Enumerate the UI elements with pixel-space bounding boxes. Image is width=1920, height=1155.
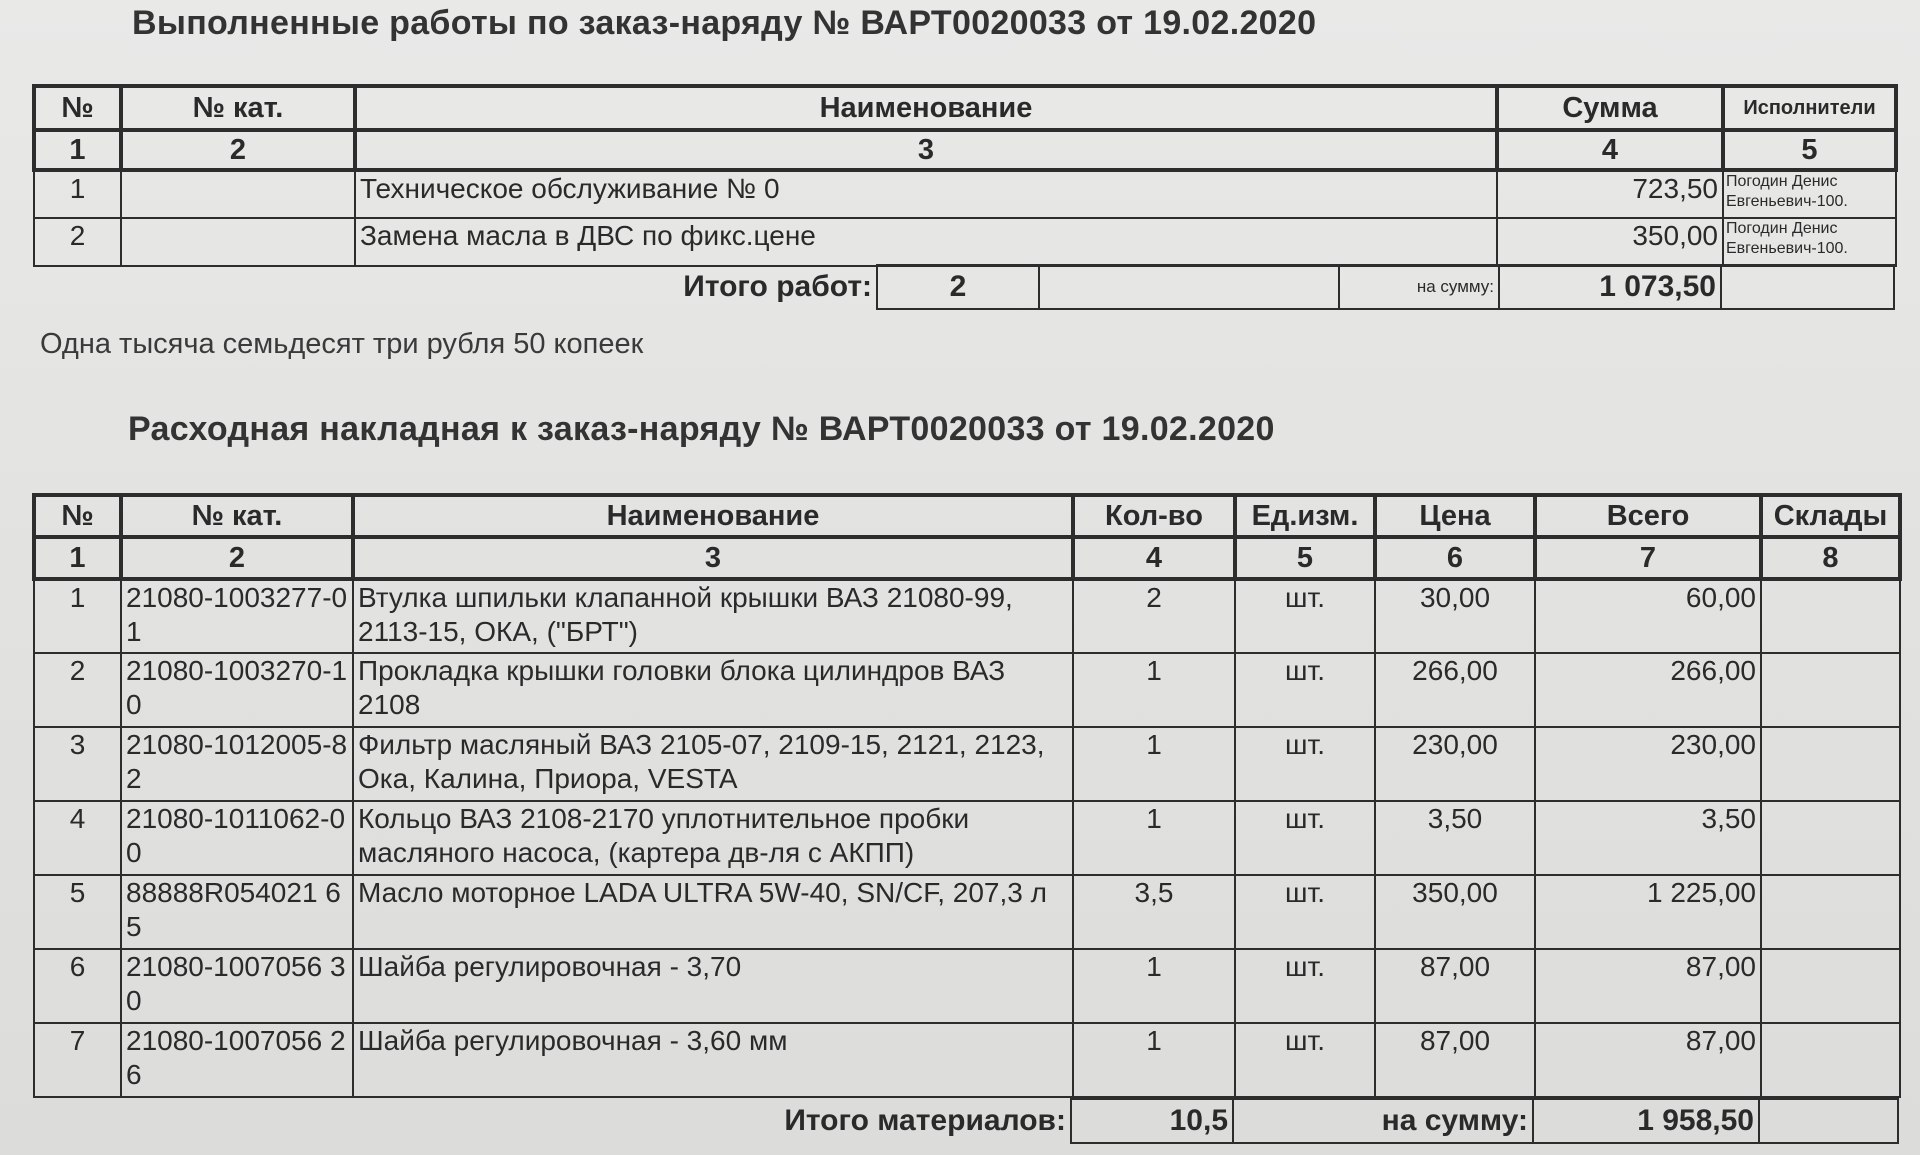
row-name: Шайба регулировочная - 3,60 мм: [353, 1023, 1073, 1097]
works-header-sum: Сумма: [1497, 86, 1723, 130]
works-total-exec-empty: [1721, 265, 1894, 309]
row-unit: шт.: [1235, 727, 1375, 801]
row-name: Фильтр масляный ВАЗ 2105-07, 2109-15, 2121, 2123, Ока, Калина, Приора, VESTA: [353, 727, 1073, 801]
row-cat: 88888R054021 65: [121, 875, 353, 949]
works-header-no: №: [34, 86, 121, 130]
row-total: 60,00: [1535, 579, 1761, 653]
works-colnum: 4: [1497, 130, 1723, 170]
row-price: 87,00: [1375, 949, 1535, 1023]
materials-total-sum: 1 958,50: [1533, 1099, 1759, 1143]
row-number: 4: [34, 801, 121, 875]
row-unit: шт.: [1235, 1023, 1375, 1097]
row-unit: шт.: [1235, 653, 1375, 727]
table-row: [34, 579, 1900, 653]
row-qty: 3,5: [1073, 875, 1235, 949]
materials-header-qty: Кол-во: [1073, 495, 1235, 537]
row-unit: шт.: [1235, 949, 1375, 1023]
row-cat: 21080-1003277-01: [121, 579, 353, 653]
works-total-label: Итого работ:: [32, 265, 877, 309]
materials-colnum: 1: [34, 537, 121, 579]
materials-colnum: 3: [353, 537, 1073, 579]
works-sum-label: на сумму:: [1339, 265, 1499, 309]
row-qty: 2: [1073, 579, 1235, 653]
row-total: 87,00: [1535, 949, 1761, 1023]
table-row: [34, 1023, 1900, 1097]
materials-header-unit: Ед.изм.: [1235, 495, 1375, 537]
row-price: 30,00: [1375, 579, 1535, 653]
materials-total-qty: 10,5: [1071, 1099, 1233, 1143]
materials-header-store: Склады: [1761, 495, 1900, 537]
row-sum: 723,50: [1497, 170, 1723, 218]
works-total-empty: [1039, 265, 1339, 309]
works-header-name: Наименование: [355, 86, 1497, 130]
row-executor: Погодин Денис Евгеньевич-100.: [1723, 170, 1896, 218]
row-cat: 21080-1007056 30: [121, 949, 353, 1023]
row-qty: 1: [1073, 1023, 1235, 1097]
row-cat: 21080-1003270-10: [121, 653, 353, 727]
table-row: [34, 727, 1900, 801]
materials-total-store-empty: [1759, 1099, 1898, 1143]
materials-header-no: №: [34, 495, 121, 537]
table-row: [34, 170, 1896, 218]
row-price: 230,00: [1375, 727, 1535, 801]
row-price: 266,00: [1375, 653, 1535, 727]
row-total: 1 225,00: [1535, 875, 1761, 949]
row-name: Масло моторное LADA ULTRA 5W-40, SN/CF, 207,3 л: [353, 875, 1073, 949]
row-store: [1761, 801, 1900, 875]
amount-in-words: Одна тысяча семьдесят три рубля 50 копеек: [40, 328, 644, 360]
row-executor: Погодин Денис Евгеньевич-100.: [1723, 218, 1896, 266]
row-store: [1761, 1023, 1900, 1097]
row-store: [1761, 727, 1900, 801]
materials-table: [32, 493, 1902, 1098]
materials-title: Расходная накладная к заказ-наряду № ВАРТ0020033 от 19.02.2020: [128, 410, 1275, 448]
table-row: [34, 801, 1900, 875]
row-number: 3: [34, 727, 121, 801]
row-cat: [121, 218, 355, 266]
row-number: 2: [34, 218, 121, 266]
materials-sum-label: на сумму:: [1233, 1099, 1533, 1143]
row-qty: 1: [1073, 801, 1235, 875]
table-row: [34, 949, 1900, 1023]
works-colnum: 1: [34, 130, 121, 170]
materials-header-name: Наименование: [353, 495, 1073, 537]
materials-rows: [34, 579, 1900, 1097]
row-qty: 1: [1073, 727, 1235, 801]
materials-colnum: 6: [1375, 537, 1535, 579]
materials-colnum: 2: [121, 537, 353, 579]
row-sum: 350,00: [1497, 218, 1723, 266]
works-colnum: 2: [121, 130, 355, 170]
row-cat: 21080-1011062-00: [121, 801, 353, 875]
materials-total-label: Итого материалов:: [32, 1099, 1071, 1143]
row-cat: 21080-1012005-82: [121, 727, 353, 801]
row-total: 87,00: [1535, 1023, 1761, 1097]
materials-colnum: 7: [1535, 537, 1761, 579]
works-header-exec: Исполнители: [1723, 86, 1896, 130]
works-colnum: 3: [355, 130, 1497, 170]
materials-totals: [32, 1098, 1899, 1144]
row-unit: шт.: [1235, 801, 1375, 875]
row-total: 266,00: [1535, 653, 1761, 727]
row-name: Шайба регулировочная - 3,70: [353, 949, 1073, 1023]
row-name: Кольцо ВАЗ 2108-2170 уплотнительное пробки масляного насоса, (картера дв-ля с АКПП): [353, 801, 1073, 875]
works-total-sum: 1 073,50: [1499, 265, 1721, 309]
table-row: [34, 218, 1896, 266]
row-number: 2: [34, 653, 121, 727]
row-store: [1761, 653, 1900, 727]
works-totals: [32, 264, 1895, 310]
row-store: [1761, 579, 1900, 653]
row-unit: шт.: [1235, 579, 1375, 653]
works-total-count: 2: [877, 265, 1039, 309]
row-qty: 1: [1073, 949, 1235, 1023]
works-colnum: 5: [1723, 130, 1896, 170]
row-name: Прокладка крышки головки блока цилиндров ВАЗ 2108: [353, 653, 1073, 727]
row-cat: [121, 170, 355, 218]
row-number: 6: [34, 949, 121, 1023]
table-row: [34, 875, 1900, 949]
materials-colnum: 8: [1761, 537, 1900, 579]
row-total: 3,50: [1535, 801, 1761, 875]
works-table: [32, 84, 1898, 267]
row-name: Втулка шпильки клапанной крышки ВАЗ 21080-99, 2113-15, ОКА, ("БРТ"): [353, 579, 1073, 653]
row-store: [1761, 875, 1900, 949]
row-number: 5: [34, 875, 121, 949]
row-cat: 21080-1007056 26: [121, 1023, 353, 1097]
row-price: 350,00: [1375, 875, 1535, 949]
row-store: [1761, 949, 1900, 1023]
row-number: 7: [34, 1023, 121, 1097]
row-unit: шт.: [1235, 875, 1375, 949]
works-title: Выполненные работы по заказ-наряду № ВАРТ0020033 от 19.02.2020: [132, 4, 1317, 42]
materials-colnum: 4: [1073, 537, 1235, 579]
materials-colnum: 5: [1235, 537, 1375, 579]
row-price: 87,00: [1375, 1023, 1535, 1097]
table-row: [34, 653, 1900, 727]
row-qty: 1: [1073, 653, 1235, 727]
materials-header-price: Цена: [1375, 495, 1535, 537]
row-name: Замена масла в ДВС по фикс.цене: [355, 218, 1497, 266]
works-header-cat: № кат.: [121, 86, 355, 130]
row-number: 1: [34, 579, 121, 653]
materials-header-total: Всего: [1535, 495, 1761, 537]
row-number: 1: [34, 170, 121, 218]
row-price: 3,50: [1375, 801, 1535, 875]
row-total: 230,00: [1535, 727, 1761, 801]
row-name: Техническое обслуживание № 0: [355, 170, 1497, 218]
materials-header-cat: № кат.: [121, 495, 353, 537]
